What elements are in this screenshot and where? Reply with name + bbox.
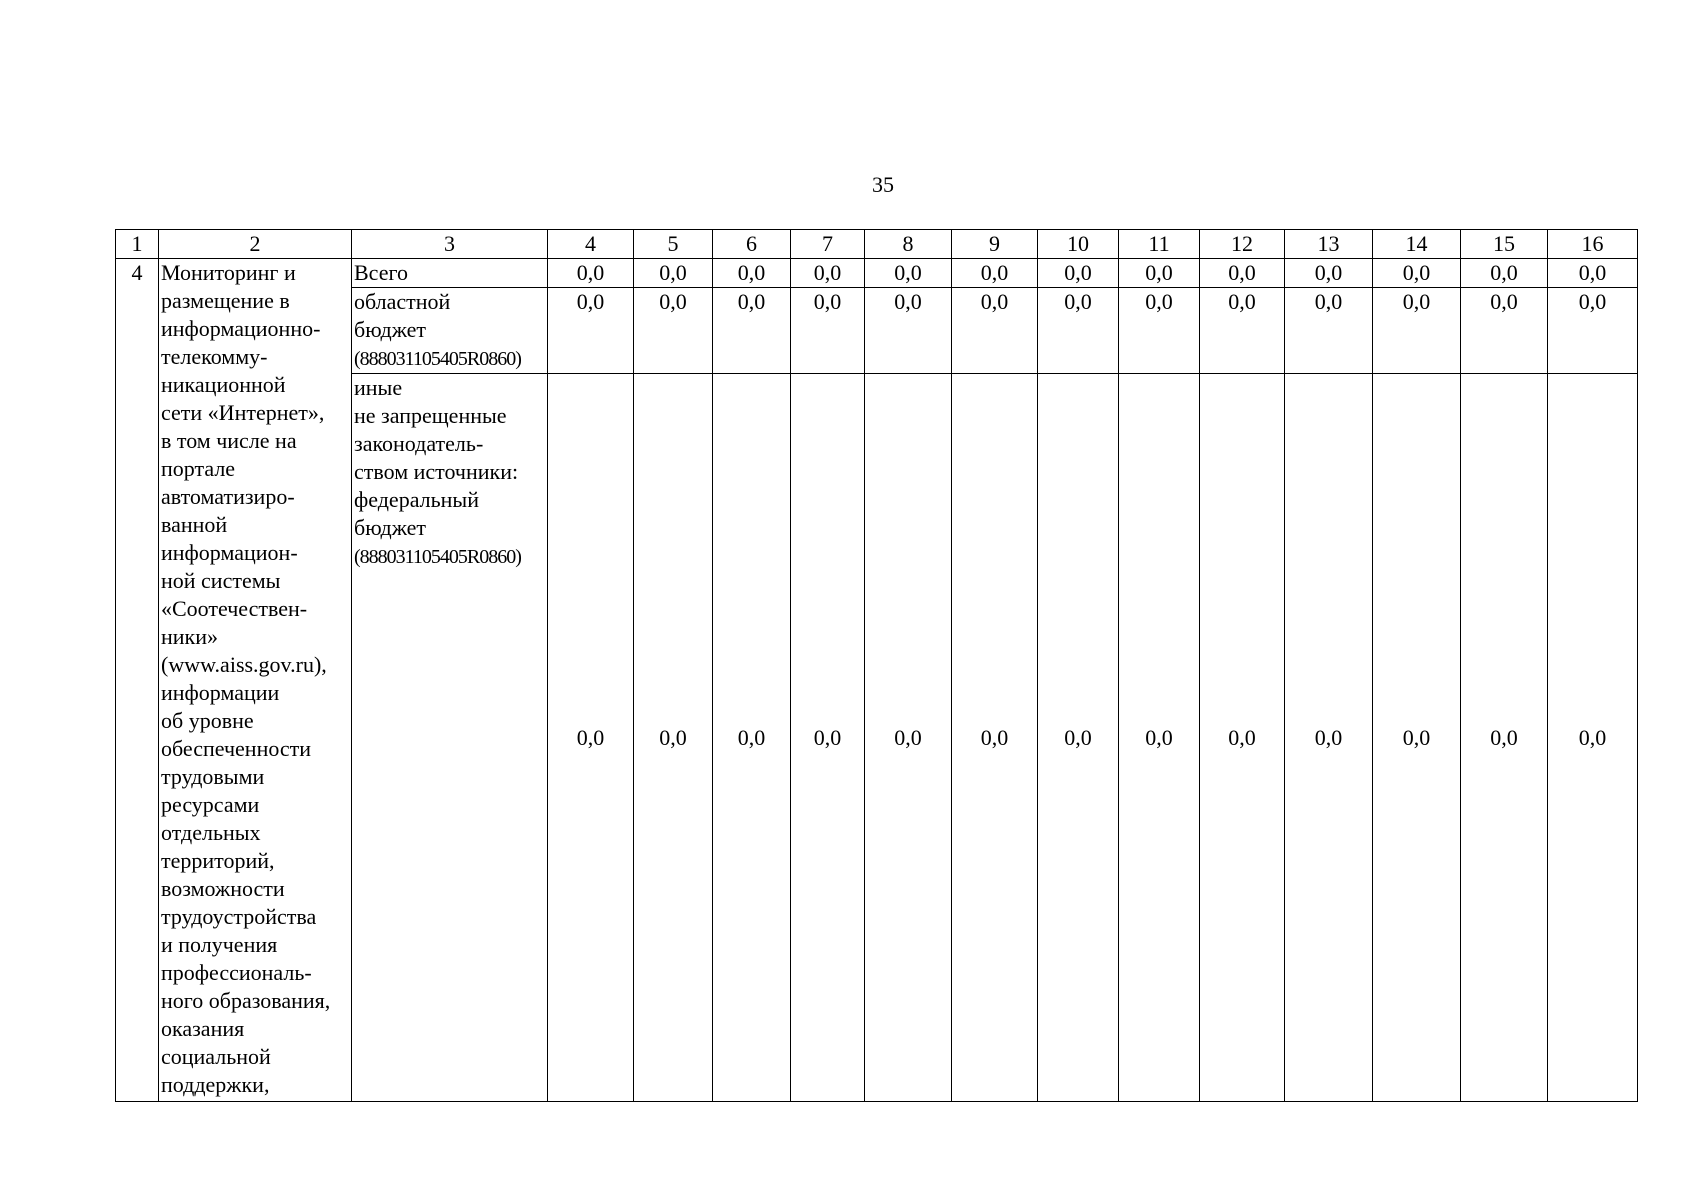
column-number: 8 (865, 230, 952, 259)
value-cell: 0,0 (952, 374, 1038, 1102)
column-number: 3 (352, 230, 548, 259)
column-number: 14 (1373, 230, 1461, 259)
value-cell: 0,0 (1200, 374, 1285, 1102)
value-cell: 0,0 (1119, 288, 1200, 374)
value-cell: 0,0 (865, 288, 952, 374)
budget-table (115, 229, 1638, 1102)
value-cell: 0,0 (1461, 374, 1548, 1102)
value-cell: 0,0 (1285, 259, 1373, 288)
value-cell: 0,0 (791, 259, 865, 288)
column-number: 15 (1461, 230, 1548, 259)
value-cell: 0,0 (1548, 374, 1638, 1102)
budget-code: (888031105405R0860) (354, 546, 521, 568)
value-cell: 0,0 (1119, 259, 1200, 288)
column-number: 11 (1119, 230, 1200, 259)
value-cell: 0,0 (548, 288, 634, 374)
funding-source-label: Всего (354, 260, 408, 285)
value-cell: 0,0 (1373, 288, 1461, 374)
value-cell: 0,0 (1038, 374, 1119, 1102)
event-name: Мониторинг и размещение в информационно- телекомму- никационной сети «Интернет», в том числе на портале автоматизиро- ванной информацион- ной системы «Соотечествен- ники» (www.aiss.gov.ru), информации об уровне обеспеченности трудовыми ресурсами отдельных территорий, возможности трудоустройства и получения профессиональ- ного образования, оказания социальной поддержки, (159, 259, 352, 1102)
value-cell: 0,0 (1285, 288, 1373, 374)
value-cell: 0,0 (865, 374, 952, 1102)
value-cell: 0,0 (1461, 259, 1548, 288)
value-cell: 0,0 (634, 374, 713, 1102)
funding-source (352, 288, 548, 374)
value-cell: 0,0 (791, 374, 865, 1102)
value-cell: 0,0 (713, 259, 791, 288)
value-cell: 0,0 (548, 259, 634, 288)
value-cell: 0,0 (1548, 259, 1638, 288)
value-cell: 0,0 (713, 288, 791, 374)
row-number: 4 (116, 259, 159, 1102)
value-cell: 0,0 (1285, 374, 1373, 1102)
column-number: 13 (1285, 230, 1373, 259)
value-cell: 0,0 (1373, 374, 1461, 1102)
page-number: 35 (872, 172, 894, 197)
value-cell: 0,0 (634, 288, 713, 374)
value-cell: 0,0 (791, 288, 865, 374)
column-number: 5 (634, 230, 713, 259)
column-number-row (116, 230, 1638, 259)
funding-source-label: областной бюджет (354, 289, 451, 342)
column-number: 2 (159, 230, 352, 259)
value-cell: 0,0 (952, 259, 1038, 288)
column-number: 10 (1038, 230, 1119, 259)
column-number: 9 (952, 230, 1038, 259)
value-cell: 0,0 (1200, 288, 1285, 374)
column-number: 12 (1200, 230, 1285, 259)
value-cell: 0,0 (1200, 259, 1285, 288)
value-cell: 0,0 (1119, 374, 1200, 1102)
column-number: 4 (548, 230, 634, 259)
value-cell: 0,0 (1038, 259, 1119, 288)
column-number: 1 (116, 230, 159, 259)
funding-source (352, 374, 548, 1102)
column-number: 16 (1548, 230, 1638, 259)
funding-source (352, 259, 548, 288)
table-row (116, 259, 1638, 288)
value-cell: 0,0 (1548, 288, 1638, 374)
value-cell: 0,0 (952, 288, 1038, 374)
value-cell: 0,0 (548, 374, 634, 1102)
funding-source-label: иные не запрещенные законодатель- ством источники: федеральный бюджет (354, 375, 519, 540)
column-number: 6 (713, 230, 791, 259)
value-cell: 0,0 (634, 259, 713, 288)
column-number: 7 (791, 230, 865, 259)
value-cell: 0,0 (1373, 259, 1461, 288)
value-cell: 0,0 (1461, 288, 1548, 374)
value-cell: 0,0 (713, 374, 791, 1102)
value-cell: 0,0 (1038, 288, 1119, 374)
value-cell: 0,0 (865, 259, 952, 288)
budget-code: (888031105405R0860) (354, 348, 521, 370)
